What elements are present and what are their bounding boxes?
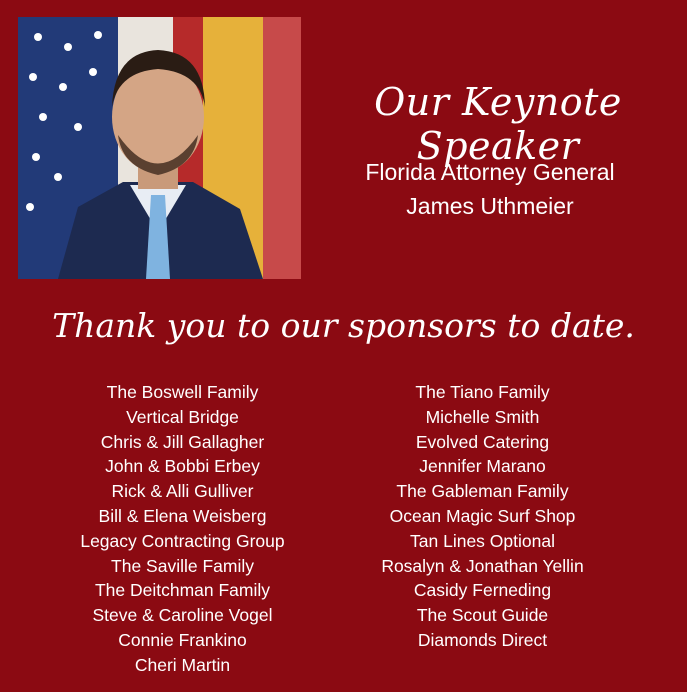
sponsor-item: Steve & Caroline Vogel — [92, 605, 273, 626]
sponsor-item: Tan Lines Optional — [410, 530, 555, 551]
sponsor-item: The Deitchman Family — [94, 580, 271, 601]
sponsor-item: Evolved Catering — [415, 431, 550, 452]
sponsor-item: The Gableman Family — [396, 481, 569, 502]
sponsor-item: The Saville Family — [111, 555, 254, 576]
speaker-photo — [18, 17, 301, 279]
speaker-role: Florida Attorney General — [365, 159, 615, 185]
speaker-title — [320, 155, 660, 223]
sponsor-list-right — [340, 380, 625, 653]
sponsor-item: Michelle Smith — [425, 406, 540, 427]
sponsor-item: Casidy Ferneding — [413, 580, 552, 601]
sponsor-item: Bill & Elena Weisberg — [98, 505, 267, 526]
sponsor-item: Vertical Bridge — [126, 406, 239, 427]
speaker-name: James Uthmeier — [406, 193, 574, 219]
sponsor-item: Cheri Martin — [134, 654, 231, 675]
sponsor-item: The Boswell Family — [106, 382, 259, 402]
sponsor-item: John & Bobbi Erbey — [105, 456, 260, 477]
sponsor-item: The Scout Guide — [416, 605, 549, 626]
sponsor-item: Rosalyn & Jonathan Yellin — [381, 555, 584, 576]
sponsor-item: Rick & Alli Gulliver — [111, 481, 254, 502]
sponsors-heading: Thank you to our sponsors to date. — [52, 306, 635, 345]
sponsor-item: The Tiano Family — [415, 382, 550, 402]
keynote-heading: Our Keynote Speaker — [374, 80, 622, 168]
sponsor-item: Legacy Contracting Group — [80, 530, 285, 551]
sponsor-item: Diamonds Direct — [417, 629, 548, 650]
sponsor-list-left — [40, 380, 325, 678]
sponsor-item: Jennifer Marano — [419, 456, 546, 477]
sponsor-item: Ocean Magic Surf Shop — [389, 505, 576, 526]
sponsor-item: Connie Frankino — [118, 629, 247, 650]
sponsor-item: Chris & Jill Gallagher — [100, 431, 265, 452]
